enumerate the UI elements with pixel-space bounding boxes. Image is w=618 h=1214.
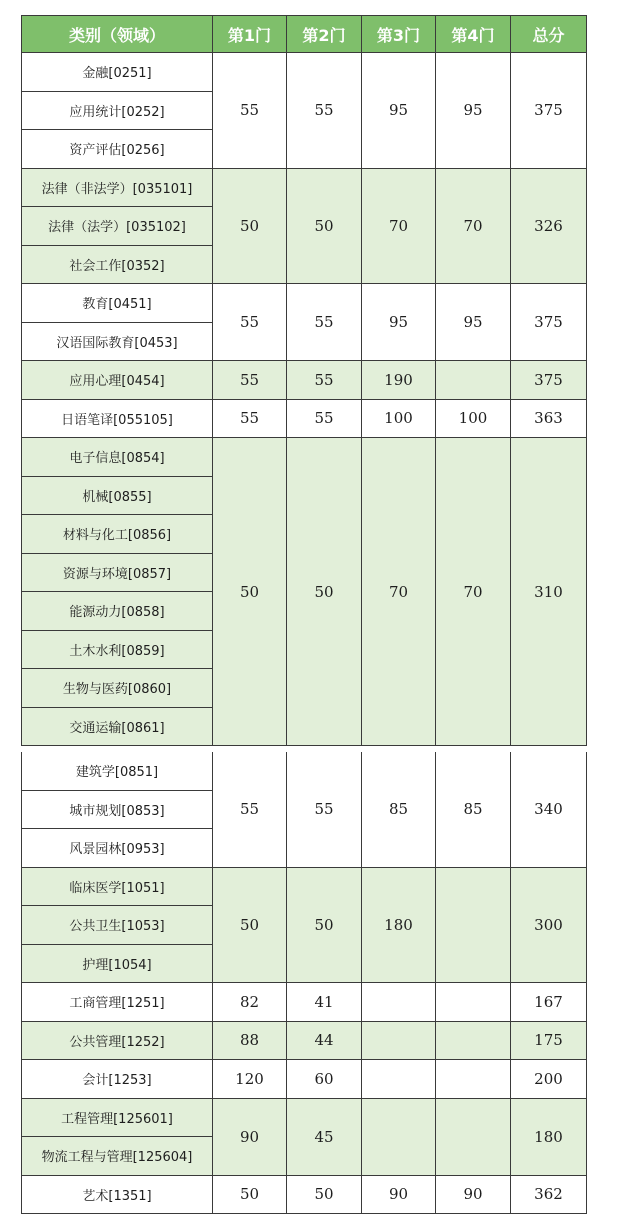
table-row bbox=[22, 168, 587, 207]
subject-3-score-cell: 100 bbox=[362, 399, 436, 438]
header-total: 总分 bbox=[511, 16, 587, 53]
subject-2-score-cell: 60 bbox=[287, 1060, 362, 1099]
header-row bbox=[22, 16, 587, 53]
category-cell: 护理[1054] bbox=[22, 944, 213, 983]
category-cell: 物流工程与管理[125604] bbox=[22, 1137, 213, 1176]
category-cell: 公共管理[1252] bbox=[22, 1021, 213, 1060]
subject-4-score-cell bbox=[436, 1060, 511, 1099]
table-body-1 bbox=[22, 53, 587, 746]
category-cell: 法律（非法学）[035101] bbox=[22, 168, 213, 207]
total-score-cell: 167 bbox=[511, 983, 587, 1022]
category-cell: 会计[1253] bbox=[22, 1060, 213, 1099]
category-cell: 应用心理[0454] bbox=[22, 361, 213, 400]
category-cell: 能源动力[0858] bbox=[22, 592, 213, 631]
total-score-cell: 363 bbox=[511, 399, 587, 438]
subject-2-score-cell: 55 bbox=[287, 399, 362, 438]
category-cell: 公共卫生[1053] bbox=[22, 906, 213, 945]
total-score-cell: 375 bbox=[511, 284, 587, 361]
subject-1-score-cell: 55 bbox=[213, 752, 287, 867]
subject-4-score-cell bbox=[436, 867, 511, 983]
subject-1-score-cell: 88 bbox=[213, 1021, 287, 1060]
subject-3-score-cell: 95 bbox=[362, 284, 436, 361]
subject-1-score-cell: 55 bbox=[213, 361, 287, 400]
category-cell: 机械[0855] bbox=[22, 476, 213, 515]
category-cell: 汉语国际教育[0453] bbox=[22, 322, 213, 361]
table-row bbox=[22, 361, 587, 400]
category-cell: 日语笔译[055105] bbox=[22, 399, 213, 438]
table-row bbox=[22, 752, 587, 790]
total-score-cell: 180 bbox=[511, 1098, 587, 1175]
total-score-cell: 200 bbox=[511, 1060, 587, 1099]
subject-1-score-cell: 90 bbox=[213, 1098, 287, 1175]
score-table-part-1 bbox=[21, 15, 587, 746]
subject-1-score-cell: 50 bbox=[213, 168, 287, 284]
total-score-cell: 375 bbox=[511, 53, 587, 169]
category-cell: 工程管理[125601] bbox=[22, 1098, 213, 1137]
category-cell: 风景园林[0953] bbox=[22, 829, 213, 868]
score-table-part-2 bbox=[21, 752, 587, 1214]
category-cell: 材料与化工[0856] bbox=[22, 515, 213, 554]
category-cell: 应用统计[0252] bbox=[22, 91, 213, 130]
subject-1-score-cell: 55 bbox=[213, 53, 287, 169]
total-score-cell: 175 bbox=[511, 1021, 587, 1060]
category-cell: 建筑学[0851] bbox=[22, 752, 213, 790]
subject-1-score-cell: 50 bbox=[213, 1175, 287, 1214]
subject-2-score-cell: 50 bbox=[287, 168, 362, 284]
subject-4-score-cell: 95 bbox=[436, 53, 511, 169]
subject-2-score-cell: 55 bbox=[287, 53, 362, 169]
subject-3-score-cell bbox=[362, 1098, 436, 1175]
subject-4-score-cell: 70 bbox=[436, 168, 511, 284]
subject-3-score-cell: 85 bbox=[362, 752, 436, 867]
subject-3-score-cell bbox=[362, 983, 436, 1022]
header-subject-4: 第4门 bbox=[436, 16, 511, 53]
subject-1-score-cell: 55 bbox=[213, 284, 287, 361]
table-row bbox=[22, 1098, 587, 1137]
subject-3-score-cell: 70 bbox=[362, 438, 436, 746]
subject-4-score-cell: 95 bbox=[436, 284, 511, 361]
table-body-2 bbox=[22, 752, 587, 1214]
subject-1-score-cell: 50 bbox=[213, 438, 287, 746]
total-score-cell: 310 bbox=[511, 438, 587, 746]
header-subject-2: 第2门 bbox=[287, 16, 362, 53]
subject-3-score-cell bbox=[362, 1021, 436, 1060]
category-cell: 工商管理[1251] bbox=[22, 983, 213, 1022]
subject-4-score-cell bbox=[436, 361, 511, 400]
header-subject-3: 第3门 bbox=[362, 16, 436, 53]
category-cell: 临床医学[1051] bbox=[22, 867, 213, 906]
subject-2-score-cell: 50 bbox=[287, 438, 362, 746]
category-cell: 土木水利[0859] bbox=[22, 630, 213, 669]
table-row bbox=[22, 438, 587, 477]
total-score-cell: 362 bbox=[511, 1175, 587, 1214]
category-cell: 交通运输[0861] bbox=[22, 707, 213, 746]
table-row bbox=[22, 399, 587, 438]
total-score-cell: 326 bbox=[511, 168, 587, 284]
subject-4-score-cell bbox=[436, 983, 511, 1022]
subject-1-score-cell: 55 bbox=[213, 399, 287, 438]
subject-1-score-cell: 82 bbox=[213, 983, 287, 1022]
subject-3-score-cell: 180 bbox=[362, 867, 436, 983]
category-cell: 社会工作[0352] bbox=[22, 245, 213, 284]
subject-2-score-cell: 55 bbox=[287, 361, 362, 400]
subject-4-score-cell: 100 bbox=[436, 399, 511, 438]
subject-2-score-cell: 44 bbox=[287, 1021, 362, 1060]
subject-2-score-cell: 55 bbox=[287, 284, 362, 361]
category-cell: 艺术[1351] bbox=[22, 1175, 213, 1214]
total-score-cell: 375 bbox=[511, 361, 587, 400]
subject-3-score-cell: 95 bbox=[362, 53, 436, 169]
subject-3-score-cell: 70 bbox=[362, 168, 436, 284]
total-score-cell: 300 bbox=[511, 867, 587, 983]
subject-3-score-cell: 190 bbox=[362, 361, 436, 400]
table-row bbox=[22, 983, 587, 1022]
header-subject-1: 第1门 bbox=[213, 16, 287, 53]
subject-1-score-cell: 50 bbox=[213, 867, 287, 983]
subject-2-score-cell: 41 bbox=[287, 983, 362, 1022]
table-row bbox=[22, 53, 587, 92]
subject-2-score-cell: 50 bbox=[287, 867, 362, 983]
table-row bbox=[22, 867, 587, 906]
subject-2-score-cell: 50 bbox=[287, 1175, 362, 1214]
category-cell: 城市规划[0853] bbox=[22, 790, 213, 829]
category-cell: 生物与医药[0860] bbox=[22, 669, 213, 708]
subject-4-score-cell: 90 bbox=[436, 1175, 511, 1214]
subject-4-score-cell: 70 bbox=[436, 438, 511, 746]
category-cell: 资源与环境[0857] bbox=[22, 553, 213, 592]
table-row bbox=[22, 1175, 587, 1214]
subject-4-score-cell bbox=[436, 1021, 511, 1060]
category-cell: 电子信息[0854] bbox=[22, 438, 213, 477]
subject-4-score-cell bbox=[436, 1098, 511, 1175]
subject-2-score-cell: 45 bbox=[287, 1098, 362, 1175]
subject-1-score-cell: 120 bbox=[213, 1060, 287, 1099]
total-score-cell: 340 bbox=[511, 752, 587, 867]
category-cell: 资产评估[0256] bbox=[22, 130, 213, 169]
subject-3-score-cell: 90 bbox=[362, 1175, 436, 1214]
subject-3-score-cell bbox=[362, 1060, 436, 1099]
header-category: 类别（领域） bbox=[22, 16, 213, 53]
category-cell: 法律（法学）[035102] bbox=[22, 207, 213, 246]
table-row bbox=[22, 1060, 587, 1099]
subject-4-score-cell: 85 bbox=[436, 752, 511, 867]
subject-2-score-cell: 55 bbox=[287, 752, 362, 867]
table-row bbox=[22, 284, 587, 323]
category-cell: 金融[0251] bbox=[22, 53, 213, 92]
table-row bbox=[22, 1021, 587, 1060]
category-cell: 教育[0451] bbox=[22, 284, 213, 323]
